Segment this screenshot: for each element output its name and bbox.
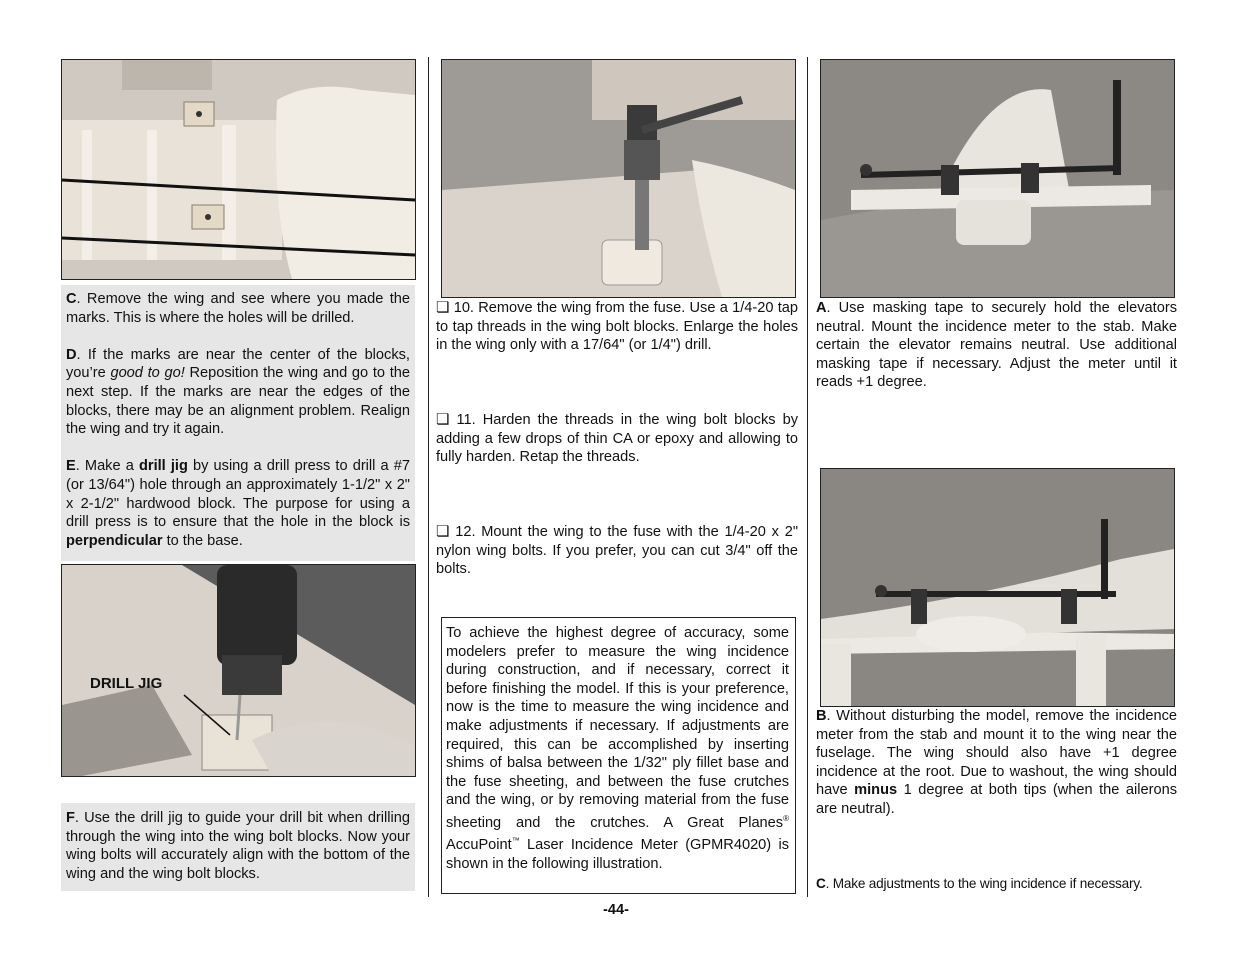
checkbox-icon[interactable]: ❏ bbox=[436, 523, 450, 540]
step-e bbox=[66, 457, 410, 550]
step-10-paragraph bbox=[436, 299, 798, 355]
step-text: Reposition the wing and go to the next step. If the marks are near the edges of the blocks, there may be an alignment problem. Realign the wing and try it again. bbox=[66, 365, 410, 438]
emphasis: good to go! bbox=[110, 365, 185, 382]
step-text: . If the marks are near the center of the blocks, you’re bbox=[66, 346, 410, 382]
step-text: 12. Mount the wing to the fuse with the 1/4-20 x 2" nylon wing bolts. If you prefer, you can cut 3/4" off the bolts. bbox=[436, 524, 798, 578]
step-text: . Without disturbing the model, remove the incidence meter from the stab and mount it to the wing near the fuselage. The wing should also have +1 degree incidence at the root. Due to washout, the wing should have bbox=[816, 708, 1177, 799]
column-divider-2 bbox=[807, 57, 808, 897]
step-text: . Use the drill jig to guide your drill bit when drilling through the wing into the wing bolt blocks. Now your wing bolts will accurately align with the bottom of the wing and the wing bolt blocks. bbox=[66, 810, 410, 882]
checkbox-icon[interactable]: ❏ bbox=[436, 299, 450, 316]
step-12-paragraph bbox=[436, 523, 798, 579]
step-letter: C bbox=[816, 876, 826, 891]
registered-mark: ® bbox=[783, 813, 789, 823]
note-paragraph bbox=[446, 624, 789, 873]
step-text: 11. Harden the threads in the wing bolt blocks by adding a few drops of thin CA or epoxy and allowing to fully harden. Retap the threads. bbox=[436, 412, 798, 466]
step-letter: B bbox=[816, 708, 827, 724]
drill-jig-label: DRILL JIG bbox=[90, 675, 163, 692]
step-text: . Remove the wing and see where you made the marks. This is where the holes will be drilled. bbox=[66, 291, 410, 326]
note-text: AccuPoint bbox=[446, 837, 512, 854]
step-text: 10. Remove the wing from the fuse. Use a 1/4-20 tap to tap threads in the wing bolt blocks. Enlarge the holes in the wing only with a 17/64" (or 1/4") drill. bbox=[436, 300, 798, 354]
note-text: Laser Incidence Meter (GPMR4020) is shown in the following illustration. bbox=[446, 837, 789, 872]
checkbox-icon[interactable]: ❏ bbox=[436, 411, 450, 428]
step-a bbox=[816, 299, 1177, 392]
note-text: To achieve the highest degree of accuracy, some modelers prefer to measure the wing incidence during construction, and if necessary, correct it before finishing the model. If this is your preference, now is the time to measure the wing incidence and make adjustments if necessary. If adjustments are required, this can be accomplished by inserting shims of balsa between the 1/32" ply fillet base and the fuse sheeting, and between the fuse crutches and the wing, or by removing material from the fuse sheeting and the crutches. A Great Planes bbox=[446, 625, 789, 831]
step-letter: F bbox=[66, 810, 75, 826]
step-letter: A bbox=[816, 300, 827, 316]
step-d bbox=[66, 346, 410, 439]
step-text: by using a drill press to drill a #7 (or 13/64") hole through an approximately 1-1/2" x 2" x 2-1/2" hardwood block. The purpose for using a drill press is to ensure that the hole in the block is bbox=[66, 458, 410, 531]
instructions-c-d-e bbox=[66, 290, 410, 550]
step-text: to the base. bbox=[162, 532, 243, 549]
step-c-final bbox=[816, 875, 1181, 894]
instructions-b bbox=[816, 707, 1177, 819]
step-11 bbox=[436, 411, 798, 467]
step-f bbox=[66, 809, 410, 883]
fuselage-illustration bbox=[62, 60, 415, 279]
photo-incidence-meter-wing bbox=[820, 468, 1175, 707]
step-letter: C bbox=[66, 291, 77, 307]
photo-drill-jig bbox=[61, 564, 416, 777]
step-12 bbox=[436, 523, 798, 579]
column-divider-1 bbox=[428, 57, 429, 897]
trademark-mark: ™ bbox=[511, 836, 520, 846]
emphasis: drill jig bbox=[138, 458, 188, 475]
wing-meter-illustration bbox=[821, 469, 1174, 706]
tap-illustration bbox=[442, 60, 795, 297]
step-text: . Make a bbox=[75, 458, 139, 475]
step-b bbox=[816, 707, 1177, 819]
step-letter: D bbox=[66, 346, 77, 363]
page-number: -44- bbox=[603, 902, 629, 918]
photo-incidence-meter-stab bbox=[820, 59, 1175, 298]
step-text: . Make adjustments to the wing incidence if necessary. bbox=[825, 876, 1143, 891]
photo-fuselage-wing-blocks bbox=[61, 59, 416, 280]
incidence-note bbox=[446, 624, 789, 873]
step-10 bbox=[436, 299, 798, 355]
emphasis: perpendicular bbox=[66, 532, 163, 549]
instructions-f bbox=[66, 809, 410, 883]
step-text: 1 degree at both tips (when the ailerons are neutral). bbox=[816, 782, 1178, 817]
step-letter: E bbox=[66, 458, 76, 475]
emphasis: minus bbox=[854, 782, 898, 799]
stab-meter-illustration bbox=[821, 60, 1174, 297]
instructions-a bbox=[816, 299, 1177, 392]
step-c bbox=[66, 290, 410, 327]
instructions-c-final bbox=[816, 875, 1181, 894]
drill-jig-illustration bbox=[62, 565, 415, 776]
step-text: . Use masking tape to securely hold the elevators neutral. Mount the incidence meter to the stab. Make certain the elevator remains neutral. Use additional masking tape if necessary. Adjust the meter until it reads +1 degree. bbox=[816, 300, 1177, 391]
step-11-paragraph bbox=[436, 411, 798, 467]
photo-tap-threads bbox=[441, 59, 796, 298]
